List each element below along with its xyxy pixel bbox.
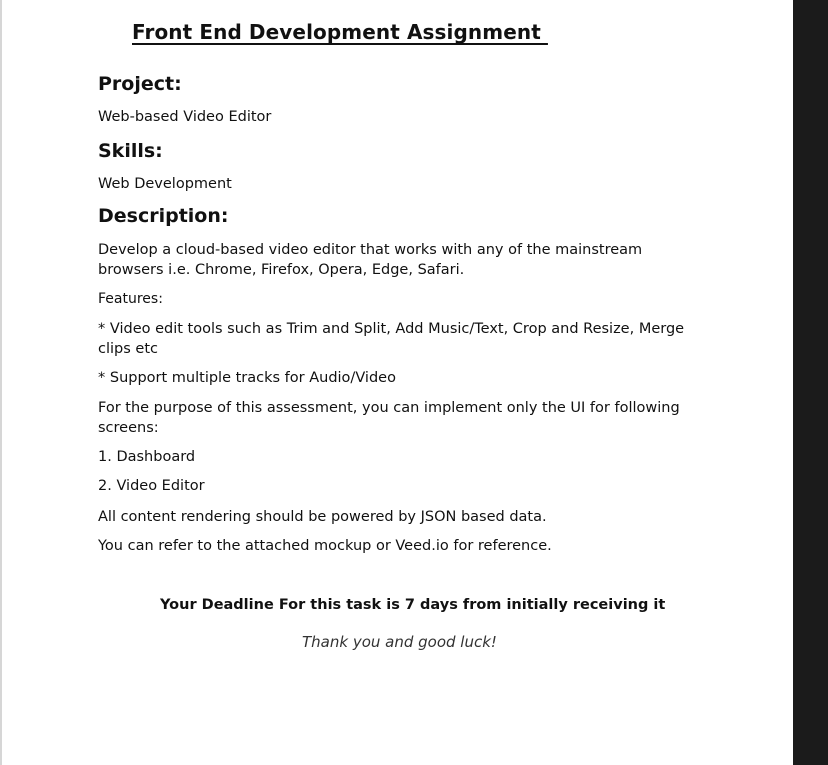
skills-text: Web Development — [98, 176, 232, 192]
description-text: Develop a cloud-based video editor that works with any of the mainstream browsers i.e. Chrome, Firefox, Opera, Edge, Safari. — [98, 242, 643, 278]
deadline-note: Your Deadline For this task is 7 days from initially receiving it — [160, 597, 666, 613]
feature-item: * Video edit tools such as Trim and Split, Add Music/Text, Crop and Resize, Merge clips etc — [98, 321, 685, 357]
features-label: Features: — [98, 291, 163, 307]
reference-note: You can refer to the attached mockup or Veed.io for reference. — [98, 538, 552, 554]
project-heading: Project: — [98, 73, 182, 95]
assessment-text: For the purpose of this assessment, you can implement only the UI for following screens: — [98, 400, 680, 436]
project-text: Web-based Video Editor — [98, 109, 272, 125]
feature-item: * Support multiple tracks for Audio/Video — [98, 370, 396, 386]
document-title: Front End Development Assignment — [132, 20, 548, 44]
description-heading: Description: — [98, 205, 229, 227]
json-note: All content rendering should be powered by JSON based data. — [98, 509, 547, 525]
viewer-side-panel — [793, 0, 828, 765]
screen-list-item: 1. Dashboard — [98, 449, 196, 465]
page-left-edge — [0, 0, 2, 765]
screen-list-item: 2. Video Editor — [98, 478, 205, 494]
skills-heading: Skills: — [98, 140, 163, 162]
closing-thanks: Thank you and good luck! — [302, 633, 497, 651]
